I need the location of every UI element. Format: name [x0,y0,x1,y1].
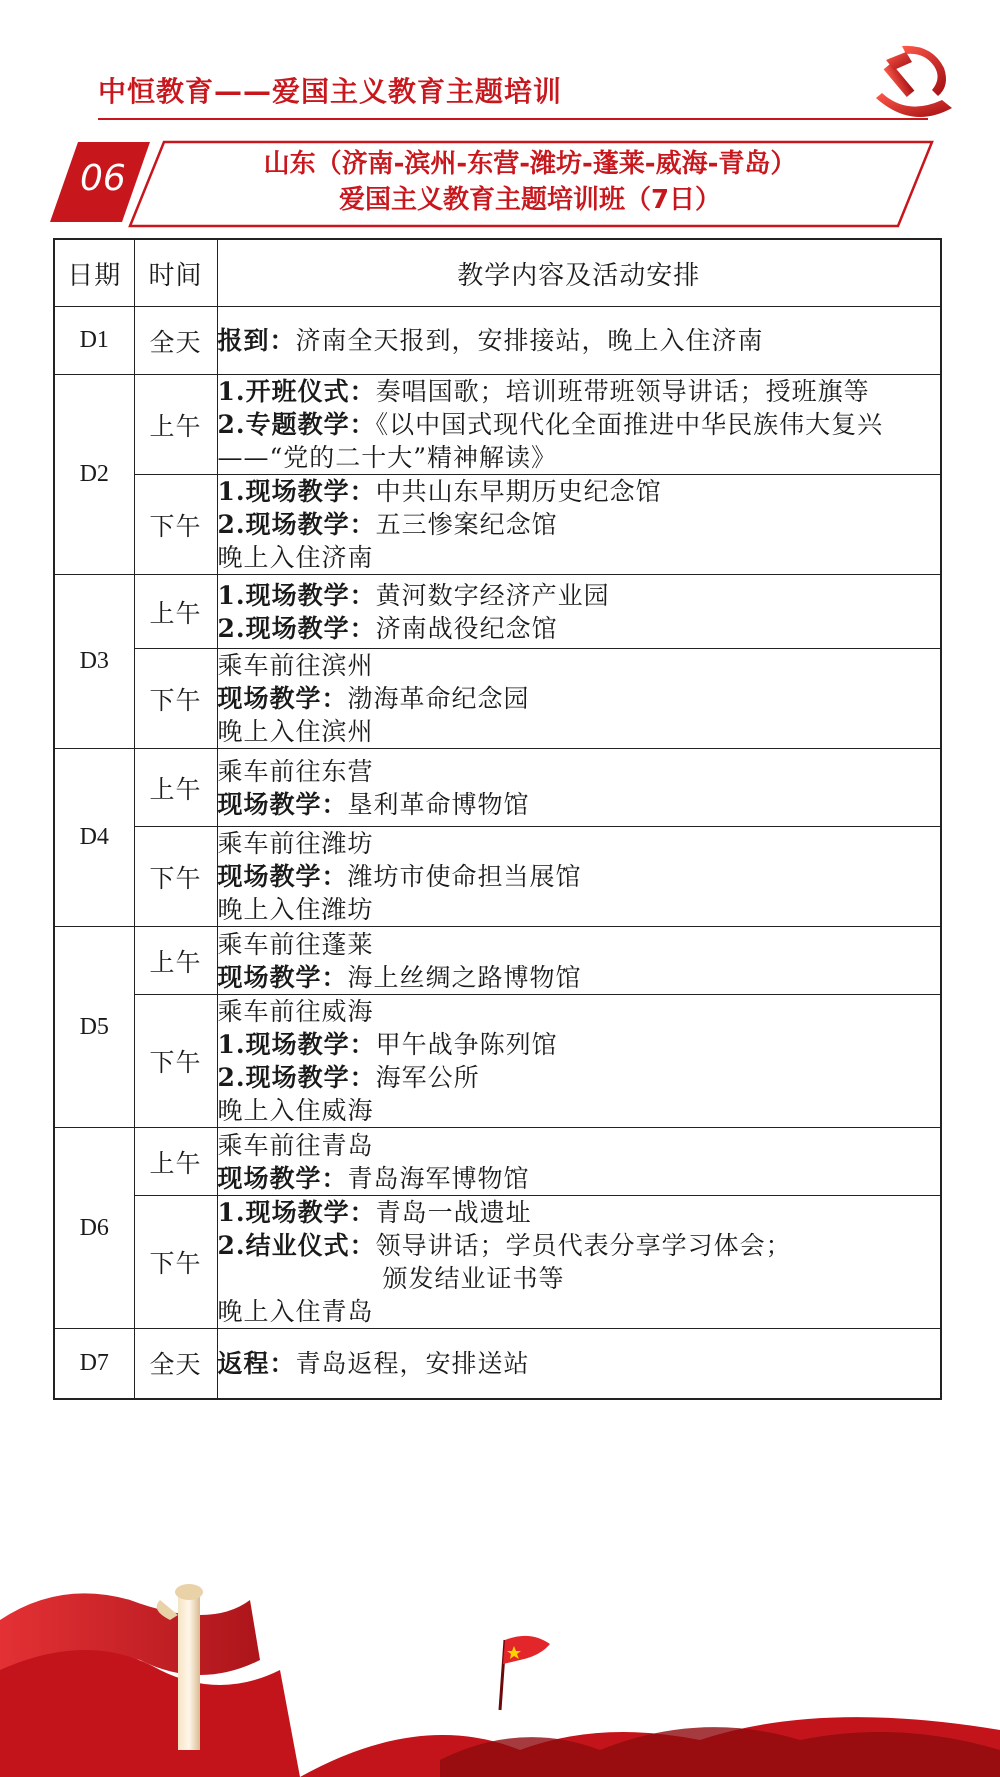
activity-text: 晚上入住青岛 [217,1297,374,1326]
table-row [54,1329,941,1399]
activity-text: 乘车前往蓬莱 [217,929,374,959]
activity-line [218,827,941,860]
course-title [170,146,890,218]
activity-line [218,324,941,357]
activity-cell [217,1329,941,1399]
activity-cell [217,375,941,475]
activity-text: 乘车前往青岛 [217,1130,374,1160]
time-cell: 上午 [134,927,217,995]
activity-line [218,1129,941,1162]
activity-line [218,475,941,508]
activity-label: 现场教学： [217,684,348,713]
activity-text: 中共山东早期历史纪念馆 [375,477,662,506]
activity-line [218,612,941,645]
activity-text: 颁发结业证书等 [382,1264,565,1293]
activity-cell [217,575,941,649]
activity-text: 海上丝绸之路博物馆 [347,962,582,992]
day-cell: D1 [54,307,134,375]
activity-label: 现场教学： [217,1163,348,1193]
activity-line [218,715,941,748]
activity-cell [217,749,941,827]
activity-text: 青岛海军博物馆 [347,1163,530,1193]
schedule-table [53,238,942,1400]
day-cell: D3 [54,575,134,749]
activity-line [218,995,941,1028]
activity-line [218,541,941,574]
activity-text: 潍坊市使命担当展馆 [347,862,582,891]
activity-text: 晚上入住济南 [217,543,374,572]
activity-label: 2.现场教学： [217,1063,376,1092]
day-cell: D6 [54,1128,134,1329]
activity-cell [217,927,941,995]
activity-text: 黄河数字经济产业园 [375,580,610,610]
activity-label: 2.专题教学： [217,410,376,439]
activity-text: 领导讲话；学员代表分享学习体会； [375,1231,792,1260]
activity-line [218,928,941,961]
activity-text: 《以中国式现代化全面推进中华民族伟大复兴——“党的二十大”精神解读》 [217,410,884,472]
activity-label: 报到： [217,326,296,355]
activity-cell [217,827,941,927]
time-cell: 上午 [134,575,217,649]
activity-text: 奏唱国歌；培训班带班领导讲话；授班旗等 [375,377,870,406]
flag-icon [500,1636,550,1710]
activity-line [218,1295,941,1328]
activity-label: 现场教学： [217,962,348,992]
table-row [54,927,941,995]
time-cell: 下午 [134,995,217,1128]
header-day: 日期 [54,239,134,307]
table-row [54,1128,941,1196]
activity-line [218,408,941,474]
activity-text: 晚上入住威海 [217,1096,374,1125]
activity-line [218,1347,941,1380]
course-title-line1: 山东（济南-滨州-东营-潍坊-蓬莱-威海-青岛） [263,149,797,179]
activity-line [218,1196,941,1229]
table-row [54,827,941,927]
time-cell: 上午 [134,749,217,827]
time-cell: 上午 [134,1128,217,1196]
activity-line [218,1229,941,1262]
day-cell: D4 [54,749,134,927]
time-cell: 全天 [134,1329,217,1399]
activity-line [218,893,941,926]
activity-cell [217,307,941,375]
activity-line [218,1262,941,1295]
activity-text: 甲午战争陈列馆 [375,1030,558,1059]
activity-label: 1.开班仪式： [217,377,376,406]
activity-cell [217,1128,941,1196]
activity-line [218,649,941,682]
activity-line [218,579,941,612]
table-row [54,649,941,749]
activity-text: 青岛一战遗址 [375,1198,532,1227]
activity-text: 乘车前往东营 [217,756,374,786]
header-content: 教学内容及活动安排 [217,239,941,307]
activity-line [218,961,941,994]
section-number: 06 [80,158,126,199]
time-cell: 下午 [134,475,217,575]
decorative-banner [0,1560,1000,1777]
activity-text: 渤海革命纪念园 [347,684,530,713]
header-time: 时间 [134,239,217,307]
day-cell: D2 [54,375,134,575]
time-cell: 下午 [134,649,217,749]
activity-text: 济南战役纪念馆 [375,613,558,643]
table-row [54,1196,941,1329]
activity-line [218,1162,941,1195]
activity-label: 现场教学： [217,862,348,891]
activity-label: 1.现场教学： [217,1030,376,1059]
activity-text: 乘车前往滨州 [217,651,374,680]
activity-line [218,508,941,541]
time-cell: 下午 [134,1196,217,1329]
activity-label: 2.现场教学： [217,613,376,643]
activity-line [218,860,941,893]
activity-label: 2.现场教学： [217,510,376,539]
activity-line [218,1061,941,1094]
course-title-line2: 爱国主义教育主题培训班（7日） [338,185,722,215]
activity-text: 晚上入住滨州 [217,717,374,746]
table-row [54,749,941,827]
time-cell: 全天 [134,307,217,375]
day-cell: D5 [54,927,134,1128]
activity-text: 五三惨案纪念馆 [375,510,558,539]
activity-label: 1.现场教学： [217,580,376,610]
activity-text: 晚上入住潍坊 [217,895,374,924]
brand-title: 中恒教育——爱国主义教育主题培训 [98,75,563,108]
activity-cell [217,995,941,1128]
activity-cell [217,649,941,749]
activity-line [218,682,941,715]
activity-label: 1.现场教学： [217,1198,376,1227]
activity-text: 乘车前往潍坊 [217,829,374,858]
time-cell: 下午 [134,827,217,927]
activity-cell [217,1196,941,1329]
time-cell: 上午 [134,375,217,475]
table-row [54,475,941,575]
activity-label: 现场教学： [217,789,348,819]
activity-line [218,375,941,408]
table-header-row [54,239,941,307]
activity-label: 返程： [217,1348,296,1378]
activity-text: 垦利革命博物馆 [347,789,530,819]
activity-cell [217,475,941,575]
activity-label: 2.结业仪式： [217,1231,376,1260]
table-row [54,575,941,649]
activity-line [218,1028,941,1061]
activity-text: 青岛返程，安排送站 [295,1348,530,1378]
table-row [54,995,941,1128]
header-divider [98,118,928,120]
activity-text: 乘车前往威海 [217,997,374,1026]
activity-text: 济南全天报到，安排接站，晚上入住济南 [295,326,764,355]
activity-label: 1.现场教学： [217,477,376,506]
table-row [54,307,941,375]
party-emblem-icon [872,38,962,118]
activity-line [218,1094,941,1127]
activity-line [218,755,941,788]
activity-text: 海军公所 [375,1063,480,1092]
day-cell: D7 [54,1329,134,1399]
activity-line [218,788,941,821]
table-row [54,375,941,475]
